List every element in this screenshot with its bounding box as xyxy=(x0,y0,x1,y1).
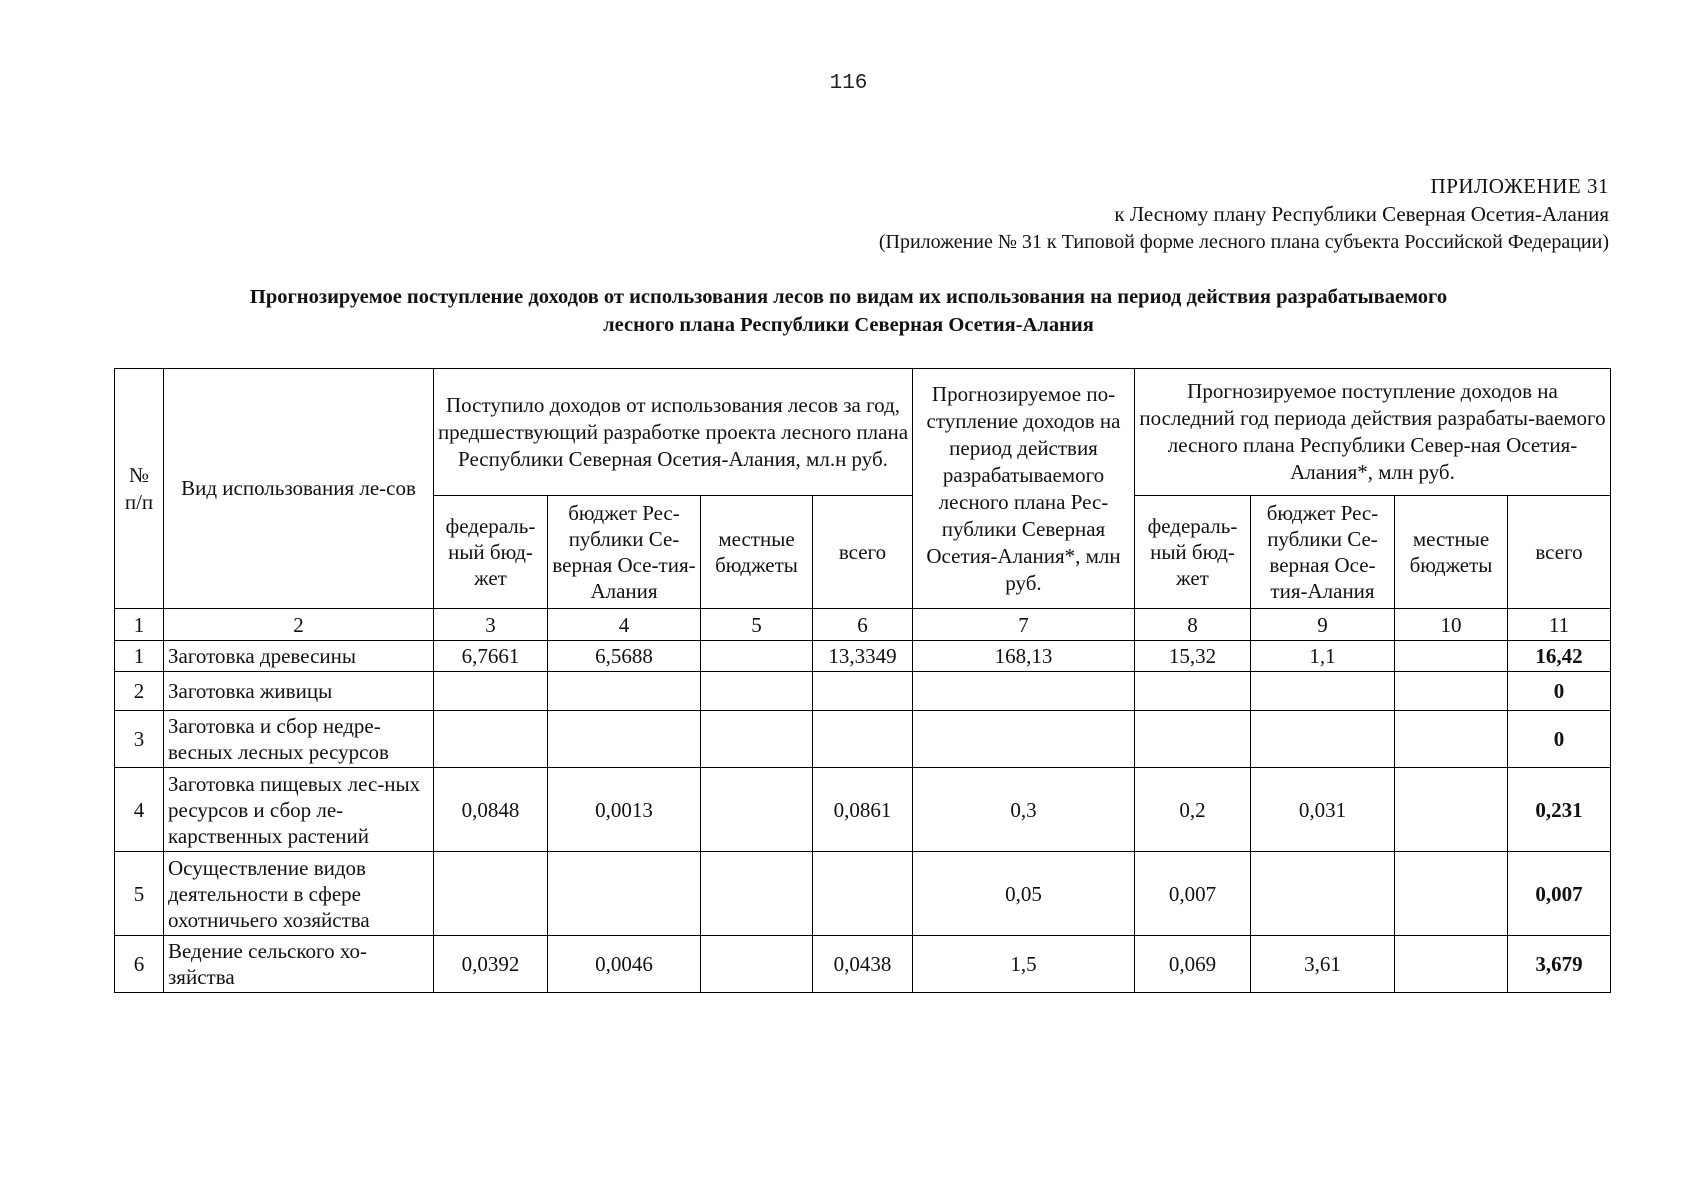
header-row-main xyxy=(115,369,1611,496)
column-index: 3 xyxy=(434,609,548,641)
column-index-row xyxy=(115,609,1611,641)
cell-received-federal: 6,7661 xyxy=(434,641,548,672)
header-total: всего xyxy=(1508,496,1611,609)
cell-received-local xyxy=(701,936,813,993)
column-index: 6 xyxy=(813,609,913,641)
column-index: 5 xyxy=(701,609,813,641)
row-usage-type: Заготовка и сбор недре-весных лесных ресурсов xyxy=(164,711,434,768)
header-usage-type: Вид использования ле-сов xyxy=(164,369,434,609)
cell-received-total xyxy=(813,711,913,768)
cell-forecast-republic: 3,61 xyxy=(1251,936,1395,993)
header-federal-budget: федераль-ный бюд-жет xyxy=(434,496,548,609)
cell-forecast-total: 0,231 xyxy=(1508,768,1611,852)
row-num: 6 xyxy=(115,936,164,993)
row-num: 2 xyxy=(115,672,164,711)
cell-forecast-republic xyxy=(1251,672,1395,711)
table-row xyxy=(115,711,1611,768)
cell-received-local xyxy=(701,768,813,852)
appendix-form-reference: (Приложение № 31 к Типовой форме лесного плана субъекта Российской Федерации) xyxy=(878,231,1609,253)
cell-received-republic xyxy=(548,711,701,768)
cell-forecast-total: 0 xyxy=(1508,672,1611,711)
document-title xyxy=(90,283,1607,339)
cell-received-local xyxy=(701,711,813,768)
row-num: 4 xyxy=(115,768,164,852)
cell-received-republic: 0,0013 xyxy=(548,768,701,852)
page-number: 116 xyxy=(829,72,868,95)
cell-forecast-federal: 0,2 xyxy=(1135,768,1251,852)
appendix-header xyxy=(879,172,1609,256)
row-usage-type: Осуществление видов деятельности в сфере охотничьего хозяйства xyxy=(164,852,434,936)
row-usage-type: Заготовка пищевых лес-ных ресурсов и сбор ле-карственных растений xyxy=(164,768,434,852)
header-total: всего xyxy=(813,496,913,609)
header-received-income: Поступило доходов от использования лесов за год, предшествующий разработке проекта лесного плана Республики Северная Осетия-Алания, мл.н руб. xyxy=(434,369,913,496)
appendix-label: ПРИЛОЖЕНИЕ 31 xyxy=(1430,174,1609,198)
column-index: 9 xyxy=(1251,609,1395,641)
cell-forecast-federal: 0,069 xyxy=(1135,936,1251,993)
income-forecast-table xyxy=(114,368,1611,993)
appendix-reference: к Лесному плану Республики Северная Осетия-Алания xyxy=(1114,202,1609,226)
cell-forecast-federal: 15,32 xyxy=(1135,641,1251,672)
cell-received-republic xyxy=(548,672,701,711)
table-row xyxy=(115,672,1611,711)
cell-forecast-federal xyxy=(1135,672,1251,711)
cell-forecast-local xyxy=(1395,641,1508,672)
cell-forecast-period: 0,3 xyxy=(913,768,1135,852)
cell-received-total: 0,0438 xyxy=(813,936,913,993)
cell-received-total: 0,0861 xyxy=(813,768,913,852)
cell-forecast-republic xyxy=(1251,711,1395,768)
cell-received-republic: 0,0046 xyxy=(548,936,701,993)
column-index: 2 xyxy=(164,609,434,641)
cell-forecast-period: 0,05 xyxy=(913,852,1135,936)
header-republic-budget: бюджет Рес-публики Се-верная Осе-тия-Алания xyxy=(1251,496,1395,609)
column-index: 10 xyxy=(1395,609,1508,641)
cell-forecast-total: 16,42 xyxy=(1508,641,1611,672)
header-federal-budget: федераль-ный бюд-жет xyxy=(1135,496,1251,609)
cell-forecast-period xyxy=(913,711,1135,768)
cell-forecast-total: 0,007 xyxy=(1508,852,1611,936)
cell-received-republic: 6,5688 xyxy=(548,641,701,672)
cell-forecast-period: 168,13 xyxy=(913,641,1135,672)
cell-received-federal xyxy=(434,672,548,711)
row-num: 1 xyxy=(115,641,164,672)
cell-forecast-local xyxy=(1395,672,1508,711)
cell-received-local xyxy=(701,852,813,936)
header-local-budgets: местные бюджеты xyxy=(701,496,813,609)
cell-received-local xyxy=(701,672,813,711)
header-republic-budget: бюджет Рес-публики Се-верная Осе-тия-Алания xyxy=(548,496,701,609)
cell-forecast-republic xyxy=(1251,852,1395,936)
cell-forecast-federal: 0,007 xyxy=(1135,852,1251,936)
cell-forecast-total: 3,679 xyxy=(1508,936,1611,993)
cell-received-total: 13,3349 xyxy=(813,641,913,672)
row-num: 5 xyxy=(115,852,164,936)
column-index: 11 xyxy=(1508,609,1611,641)
table-row xyxy=(115,768,1611,852)
column-index: 4 xyxy=(548,609,701,641)
cell-forecast-federal xyxy=(1135,711,1251,768)
document-title-line-1: Прогнозируемое поступление доходов от использования лесов по видам их использования на период действия разрабатываемого xyxy=(249,286,1448,308)
cell-forecast-local xyxy=(1395,711,1508,768)
table-row xyxy=(115,641,1611,672)
cell-forecast-local xyxy=(1395,852,1508,936)
cell-received-federal: 0,0848 xyxy=(434,768,548,852)
header-local-budgets: местные бюджеты xyxy=(1395,496,1508,609)
row-num: 3 xyxy=(115,711,164,768)
cell-forecast-total: 0 xyxy=(1508,711,1611,768)
cell-received-local xyxy=(701,641,813,672)
document-title-line-2: лесного плана Республики Северная Осетия-Алания xyxy=(603,314,1094,336)
row-usage-type: Заготовка древесины xyxy=(164,641,434,672)
cell-forecast-republic: 0,031 xyxy=(1251,768,1395,852)
cell-received-federal xyxy=(434,852,548,936)
table-row xyxy=(115,936,1611,993)
cell-received-federal: 0,0392 xyxy=(434,936,548,993)
row-usage-type: Заготовка живицы xyxy=(164,672,434,711)
table-row xyxy=(115,852,1611,936)
header-num: № п/п xyxy=(115,369,164,609)
cell-forecast-republic: 1,1 xyxy=(1251,641,1395,672)
header-forecast-last-year: Прогнозируемое поступление доходов на последний год периода действия разрабаты-ваемого лесного плана Республики Север-ная Осетия-Алания*, млн руб. xyxy=(1135,369,1611,496)
cell-forecast-local xyxy=(1395,768,1508,852)
cell-received-republic xyxy=(548,852,701,936)
column-index: 8 xyxy=(1135,609,1251,641)
column-index: 7 xyxy=(913,609,1135,641)
row-usage-type: Ведение сельского хо-зяйства xyxy=(164,936,434,993)
cell-received-federal xyxy=(434,711,548,768)
cell-forecast-period: 1,5 xyxy=(913,936,1135,993)
column-index: 1 xyxy=(115,609,164,641)
cell-received-total xyxy=(813,852,913,936)
cell-received-total xyxy=(813,672,913,711)
header-forecast-period: Прогнозируемое по-ступление доходов на период действия разрабатываемого лесного плана Рес-публики Северная Осетия-Алания*, млн руб. xyxy=(913,369,1135,609)
cell-forecast-local xyxy=(1395,936,1508,993)
cell-forecast-period xyxy=(913,672,1135,711)
